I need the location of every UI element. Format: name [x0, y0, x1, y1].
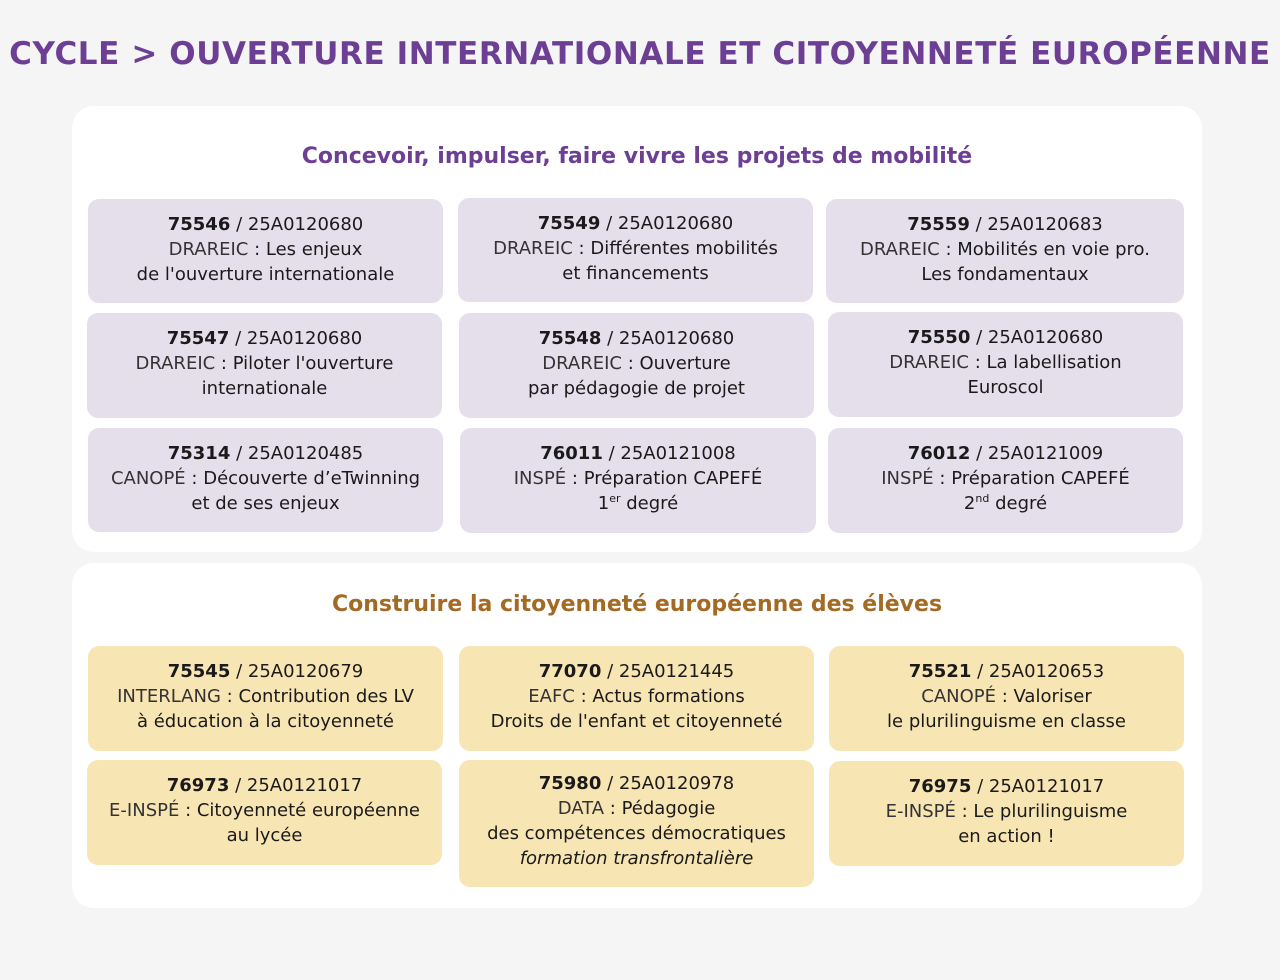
degree-number: 2	[963, 493, 976, 514]
training-card-76012[interactable]: 76012 / 25A0121009 INSPÉ : Préparation CAPEFÉ 2nd degré	[828, 428, 1183, 533]
section-title-citizenship: Construire la citoyenneté européenne des élèves	[331, 592, 943, 617]
training-card-76011[interactable]: 76011 / 25A0121008 INSPÉ : Préparation CAPEFÉ 1er degré	[460, 428, 816, 533]
training-code: 76011	[540, 443, 603, 464]
training-org: CANOPÉ	[110, 468, 186, 489]
page-title: CYCLE > OUVERTURE INTERNATIONALE ET CITOYENNETÉ EUROPÉENNE	[9, 36, 1271, 72]
training-title: Pédagogie	[621, 798, 716, 819]
european-citizenship-panel	[72, 563, 1202, 908]
training-card-75547[interactable]: 75547 / 25A0120680 DRAREIC : Piloter l'ouverture internationale	[87, 313, 442, 418]
training-title: Piloter l'ouverture	[232, 353, 394, 374]
training-ref: 25A0120680	[617, 213, 734, 234]
training-card-76973[interactable]: 76973 / 25A0121017 E-INSPÉ : Citoyenneté européenne au lycée	[87, 760, 442, 865]
training-org: DRAREIC	[860, 239, 940, 260]
training-code: 75980	[538, 773, 602, 794]
training-title: La labellisation	[986, 352, 1122, 373]
training-title: Préparation CAPEFÉ	[583, 468, 763, 489]
training-org: DRAREIC	[493, 238, 573, 259]
training-title-line2: des compétences démocratiques	[487, 823, 786, 844]
training-org: DRAREIC	[542, 353, 622, 374]
degree-word: degré	[620, 493, 679, 514]
training-code: 76973	[166, 775, 230, 796]
training-ref: 25A0120683	[987, 214, 1103, 235]
training-title-line2	[460, 491, 816, 516]
training-code: 77070	[538, 661, 602, 682]
training-card-76975[interactable]: 76975 / 25A0121017 E-INSPÉ : Le plurilinguisme en action !	[829, 761, 1184, 866]
training-org: INSPÉ	[513, 468, 567, 489]
training-title-line2: au lycée	[226, 825, 303, 846]
training-ref: 25A0121445	[618, 661, 735, 682]
training-card-75550[interactable]: 75550 / 25A0120680 DRAREIC : La labellisation Euroscol	[828, 312, 1183, 417]
training-ref: 25A0120680	[246, 328, 363, 349]
training-org: EAFC	[528, 686, 575, 707]
training-ref: 25A0120653	[988, 661, 1105, 682]
training-card-75521[interactable]: 75521 / 25A0120653 CANOPÉ : Valoriser le plurilinguisme en classe	[829, 646, 1184, 751]
training-card-75314[interactable]: 75314 / 25A0120485 CANOPÉ : Découverte d’eTwinning et de ses enjeux	[88, 428, 443, 532]
training-title: Ouverture	[639, 353, 731, 374]
training-title-line2: internationale	[201, 378, 328, 399]
training-title-line2: Euroscol	[967, 377, 1044, 398]
training-title: Citoyenneté européenne	[196, 800, 420, 821]
training-ref: 25A0120485	[247, 443, 364, 464]
training-title: Mobilités en voie pro.	[957, 239, 1150, 260]
training-ref: 25A0120680	[247, 214, 364, 235]
training-title-line2: le plurilinguisme en classe	[887, 711, 1126, 732]
training-card-77070[interactable]: 77070 / 25A0121445 EAFC : Actus formations Droits de l'enfant et citoyenneté	[459, 646, 814, 751]
training-title: Actus formations	[592, 686, 745, 707]
training-org: E-INSPÉ	[885, 801, 956, 822]
training-ref: 25A0120680	[987, 327, 1104, 348]
training-card-75548[interactable]: 75548 / 25A0120680 DRAREIC : Ouverture par pédagogie de projet	[459, 313, 814, 418]
training-org: INTERLANG	[117, 686, 221, 707]
training-ref: 25A0120680	[618, 328, 735, 349]
section-title-mobility: Concevoir, impulser, faire vivre les projets de mobilité	[301, 144, 973, 169]
training-title: Différentes mobilités	[590, 238, 778, 259]
training-org: DRAREIC	[889, 352, 969, 373]
training-title-line2: par pédagogie de projet	[528, 378, 745, 399]
mobility-projects-panel	[72, 106, 1202, 552]
degree-suffix: nd	[975, 492, 990, 505]
training-code: 75521	[908, 661, 972, 682]
training-ref: 25A0121008	[620, 443, 736, 464]
training-subtitle: formation transfrontalière	[519, 848, 754, 869]
training-title-line2: à éducation à la citoyenneté	[136, 711, 394, 732]
training-code: 75559	[907, 214, 970, 235]
training-card-75546[interactable]: 75546 / 25A0120680 DRAREIC : Les enjeux de l'ouverture internationale	[88, 199, 443, 303]
training-card-75980[interactable]: 75980 / 25A0120978 DATA : Pédagogie des compétences démocratiques formation transfrontalière	[459, 760, 814, 887]
training-code: 75545	[167, 661, 231, 682]
training-title-line2: de l'ouverture internationale	[136, 264, 395, 285]
training-title: Le plurilinguisme	[973, 801, 1128, 822]
training-code: 75314	[167, 443, 231, 464]
training-ref: 25A0121009	[987, 443, 1104, 464]
training-code: 75547	[166, 328, 230, 349]
training-code: 75548	[538, 328, 602, 349]
degree-number: 1	[597, 493, 610, 514]
degree-word: degré	[989, 493, 1048, 514]
training-title: Préparation CAPEFÉ	[951, 468, 1130, 489]
training-code: 75549	[537, 213, 601, 234]
training-title-line2	[828, 491, 1183, 516]
degree-suffix: er	[609, 492, 621, 505]
training-title-line2: et de ses enjeux	[191, 493, 340, 514]
training-ref: 25A0120679	[247, 661, 364, 682]
training-org: DRAREIC	[135, 353, 216, 374]
training-card-75545[interactable]: 75545 / 25A0120679 INTERLANG : Contribution des LV à éducation à la citoyenneté	[88, 646, 443, 751]
training-card-75559[interactable]: 75559 / 25A0120683 DRAREIC : Mobilités en voie pro. Les fondamentaux	[826, 199, 1184, 303]
training-code: 76012	[907, 443, 971, 464]
training-code: 76975	[908, 776, 972, 797]
training-ref: 25A0120978	[618, 773, 735, 794]
training-org: DRAREIC	[168, 239, 249, 260]
training-code: 75550	[907, 327, 971, 348]
training-title: Découverte d’eTwinning	[203, 468, 421, 489]
training-title-line2: Les fondamentaux	[921, 264, 1089, 285]
training-title: Valoriser	[1013, 686, 1092, 707]
training-title-line2: Droits de l'enfant et citoyenneté	[490, 711, 783, 732]
training-card-75549[interactable]: 75549 / 25A0120680 DRAREIC : Différentes mobilités et financements	[458, 198, 813, 302]
training-title: Contribution des LV	[238, 686, 414, 707]
training-org: CANOPÉ	[921, 686, 996, 707]
training-org: DATA	[557, 798, 605, 819]
training-ref: 25A0121017	[246, 775, 363, 796]
training-org: INSPÉ	[881, 468, 934, 489]
training-org: E-INSPÉ	[109, 800, 180, 821]
training-title-line2: en action !	[958, 826, 1055, 847]
training-code: 75546	[167, 214, 231, 235]
training-ref: 25A0121017	[988, 776, 1105, 797]
training-title: Les enjeux	[265, 239, 363, 260]
training-title-line2: et financements	[562, 263, 709, 284]
